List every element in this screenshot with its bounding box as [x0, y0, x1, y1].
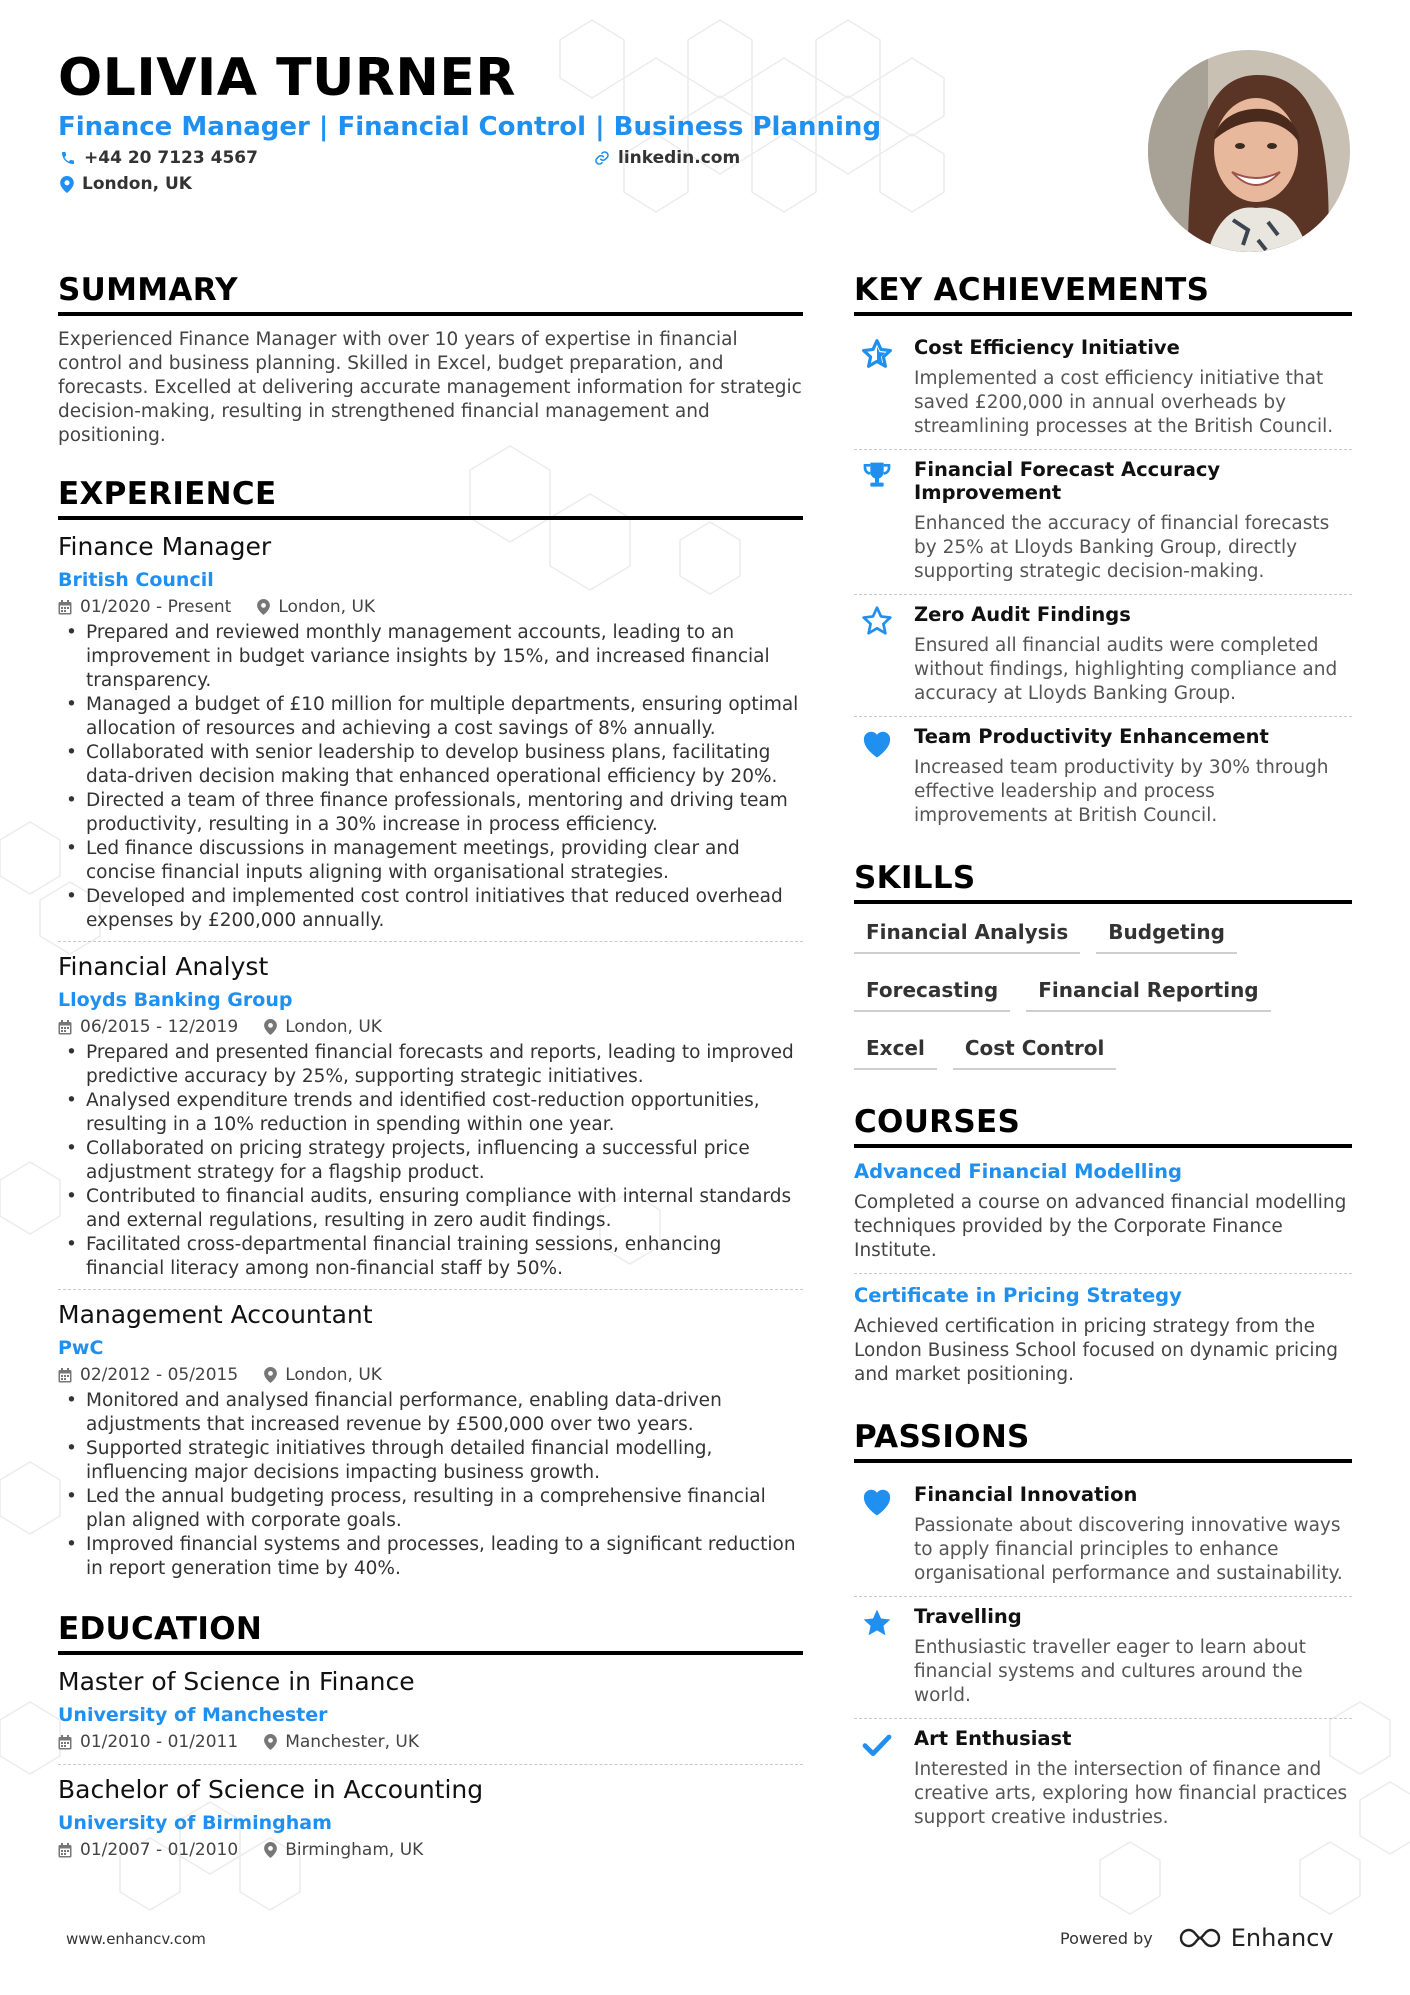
skill-tag: Excel — [854, 1032, 937, 1070]
education-dates: 01/2010 - 01/2011 — [80, 1732, 239, 1752]
passion-title: Financial Innovation — [914, 1483, 1138, 1506]
education-heading: EDUCATION — [58, 1611, 803, 1655]
star-solid-icon — [861, 1607, 893, 1639]
bullet-item: • Led finance discussions in management meetings, providing clear and concise financial inputs aligning with organisational strategies. — [58, 837, 803, 885]
passion-desc: Passionate about discovering innovative ways to apply financial principles to enhance organisational performance and sustainability. — [914, 1515, 1343, 1584]
company-name: British Council — [58, 569, 214, 591]
passions-section — [854, 1419, 1352, 1840]
passions-heading: PASSIONS — [854, 1419, 1352, 1463]
job-bullets — [58, 621, 803, 933]
courses-section — [854, 1104, 1352, 1397]
linkedin-contact[interactable] — [594, 148, 740, 168]
phone-icon — [60, 150, 76, 166]
education-dates: 01/2007 - 01/2010 — [80, 1840, 239, 1860]
candidate-name: OLIVIA TURNER — [58, 48, 516, 108]
job-meta — [58, 1017, 803, 1037]
school-name: University of Manchester — [58, 1704, 328, 1726]
enhancv-logo-icon — [1177, 1926, 1223, 1950]
company-name: Lloyds Banking Group — [58, 989, 293, 1011]
bullet-item: • Analysed expenditure trends and identified cost-reduction opportunities, resulting in a 10% reduction in spending within one year. — [58, 1089, 803, 1137]
passion-item — [854, 1718, 1352, 1840]
location-text: London, UK — [82, 174, 192, 194]
job-meta — [58, 1365, 803, 1385]
achievement-item — [854, 594, 1352, 716]
job-bullets — [58, 1041, 803, 1281]
summary-heading: SUMMARY — [58, 272, 803, 316]
achievement-desc: Increased team productivity by 30% through effective leadership and process improvements at British Council. — [914, 757, 1329, 826]
bullet-item: • Developed and implemented cost control initiatives that reduced overhead expenses by £200,000 annually. — [58, 885, 803, 933]
location-pin-icon — [264, 1842, 277, 1858]
location-pin-icon — [257, 599, 270, 615]
right-column — [854, 272, 1352, 1840]
heart-icon — [859, 1485, 895, 1517]
bullet-item: • Prepared and presented financial forecasts and reports, leading to improved predictive accuracy by 25%, supporting strategic initiatives. — [58, 1041, 803, 1089]
education-meta — [58, 1840, 803, 1860]
education-section — [58, 1611, 803, 1872]
course-title: Advanced Financial Modelling — [854, 1160, 1183, 1183]
bullet-item: • Contributed to financial audits, ensuring compliance with internal standards and external regulations, resulting in zero audit findings. — [58, 1185, 803, 1233]
location-pin-icon — [264, 1019, 277, 1035]
achievements-section — [854, 272, 1352, 838]
passion-item — [854, 1475, 1352, 1596]
brand-name: Enhancv — [1230, 1924, 1334, 1952]
bullet-item: • Led the annual budgeting process, resulting in a comprehensive financial plan aligned with corporate goals. — [58, 1485, 803, 1533]
bullet-item: • Monitored and analysed financial performance, enabling data-driven adjustments that increased revenue by £500,000 over two years. — [58, 1389, 803, 1437]
bullet-item: • Collaborated with senior leadership to develop business plans, facilitating data-driven decision making that enhanced operational efficiency by 20%. — [58, 741, 803, 789]
experience-heading: EXPERIENCE — [58, 476, 803, 520]
calendar-icon — [58, 1368, 72, 1383]
job-entry — [58, 941, 803, 1289]
star-outline-icon — [861, 605, 893, 637]
education-location: Birmingham, UK — [285, 1840, 424, 1860]
checkmark-icon — [861, 1729, 893, 1761]
summary-text: Experienced Finance Manager with over 10 years of expertise in financial control and business planning. Skilled in Excel, budget preparation, and forecasts. Excelled at delivering accurate management information for strategic decision-making, resulting in strengthened financial management and positioning. — [58, 329, 802, 446]
job-entry — [58, 1289, 803, 1589]
degree-title: Bachelor of Science in Accounting — [58, 1775, 484, 1804]
education-meta — [58, 1732, 803, 1752]
course-item — [854, 1160, 1352, 1273]
bullet-item: • Directed a team of three finance professionals, mentoring and driving team productivity, resulting in a 30% increase in process efficiency. — [58, 789, 803, 837]
achievement-item — [854, 449, 1352, 594]
location-pin-icon — [60, 176, 74, 193]
achievement-title: Team Productivity Enhancement — [914, 725, 1269, 748]
school-name: University of Birmingham — [58, 1812, 332, 1834]
footer-website[interactable]: www.enhancv.com — [66, 1930, 206, 1948]
linkedin-link: linkedin.com — [618, 148, 741, 168]
achievement-title: Financial Forecast Accuracy Improvement — [914, 458, 1221, 504]
profile-photo — [1148, 50, 1350, 252]
degree-title: Master of Science in Finance — [58, 1667, 415, 1696]
left-column — [58, 272, 803, 1872]
bullet-item: • Facilitated cross-departmental financial training sessions, enhancing financial literacy among non-financial staff by 50%. — [58, 1233, 803, 1281]
star-outline-icon — [861, 338, 893, 370]
achievement-item — [854, 328, 1352, 449]
bullet-item: • Improved financial systems and processes, leading to a significant reduction in report generation time by 40%. — [58, 1533, 803, 1581]
course-desc: Completed a course on advanced financial modelling techniques provided by the Corporate Finance Institute. — [854, 1192, 1347, 1261]
headline: Finance Manager | Financial Control | Business Planning — [58, 112, 882, 142]
skill-tag: Budgeting — [1096, 916, 1237, 954]
achievement-desc: Implemented a cost efficiency initiative that saved £200,000 in annual overheads by streamlining processes at the British Council. — [914, 368, 1334, 437]
calendar-icon — [58, 600, 72, 615]
courses-heading: COURSES — [854, 1104, 1352, 1148]
skill-tag: Forecasting — [854, 974, 1010, 1012]
footer-branding — [1060, 1924, 1334, 1952]
job-entry — [58, 532, 803, 941]
bullet-item: • Prepared and reviewed monthly management accounts, leading to an improvement in budget variance insights by 15%, and increased financial transparency. — [58, 621, 803, 693]
achievement-item — [854, 716, 1352, 838]
phone-number: +44 20 7123 4567 — [84, 148, 258, 168]
skills-list — [854, 916, 1352, 1070]
job-dates: 06/2015 - 12/2019 — [80, 1017, 239, 1037]
skill-tag: Financial Analysis — [854, 916, 1080, 954]
heart-icon — [859, 727, 895, 759]
skills-section — [854, 860, 1352, 1070]
location-pin-icon — [264, 1734, 277, 1750]
trophy-icon — [861, 460, 893, 492]
achievement-desc: Enhanced the accuracy of financial forecasts by 25% at Lloyds Banking Group, directly supporting strategic decision-making. — [914, 513, 1330, 582]
location-pin-icon — [264, 1367, 277, 1383]
calendar-icon — [58, 1843, 72, 1858]
course-title: Certificate in Pricing Strategy — [854, 1284, 1182, 1307]
education-entry — [58, 1667, 803, 1764]
passion-title: Art Enthusiast — [914, 1727, 1072, 1750]
phone-contact[interactable] — [60, 148, 258, 168]
job-location: London, UK — [285, 1017, 382, 1037]
experience-section — [58, 476, 803, 1589]
skill-tag: Cost Control — [953, 1032, 1117, 1070]
calendar-icon — [58, 1020, 72, 1035]
job-title: Finance Manager — [58, 532, 272, 561]
passion-desc: Interested in the intersection of finance and creative arts, exploring how financial practices support creative industries. — [914, 1759, 1348, 1828]
skill-tag: Financial Reporting — [1026, 974, 1270, 1012]
job-dates: 02/2012 - 05/2015 — [80, 1365, 239, 1385]
job-dates: 01/2020 - Present — [80, 597, 232, 617]
job-meta — [58, 597, 803, 617]
job-location: London, UK — [278, 597, 376, 617]
course-desc: Achieved certification in pricing strategy from the London Business School focused on dynamic pricing and market positioning. — [854, 1316, 1338, 1385]
bullet-item: • Managed a budget of £10 million for multiple departments, ensuring optimal allocation of resources and achieving a cost savings of 8% annually. — [58, 693, 803, 741]
achievement-desc: Ensured all financial audits were completed without findings, highlighting compliance and accuracy at Lloyds Banking Group. — [914, 635, 1338, 704]
company-name: PwC — [58, 1337, 104, 1359]
job-bullets — [58, 1389, 803, 1581]
link-icon — [594, 150, 610, 166]
education-entry — [58, 1764, 803, 1872]
skills-heading: SKILLS — [854, 860, 1352, 904]
powered-by-label: Powered by — [1060, 1928, 1153, 1948]
job-title: Management Accountant — [58, 1300, 373, 1329]
achievement-title: Cost Efficiency Initiative — [914, 336, 1180, 359]
job-location: London, UK — [285, 1365, 382, 1385]
brand-logo[interactable] — [1177, 1924, 1334, 1952]
achievement-title: Zero Audit Findings — [914, 603, 1131, 626]
location-contact — [60, 174, 192, 194]
achievements-heading: KEY ACHIEVEMENTS — [854, 272, 1352, 316]
course-item — [854, 1273, 1352, 1397]
bullet-item: • Supported strategic initiatives through detailed financial modelling, influencing major decisions impacting business growth. — [58, 1437, 803, 1485]
bullet-item: • Collaborated on pricing strategy projects, influencing a successful price adjustment strategy for a flagship product. — [58, 1137, 803, 1185]
summary-section — [58, 272, 803, 448]
passion-title: Travelling — [914, 1605, 1022, 1628]
education-location: Manchester, UK — [285, 1732, 420, 1752]
job-title: Financial Analyst — [58, 952, 269, 981]
passion-item — [854, 1596, 1352, 1718]
calendar-icon — [58, 1735, 72, 1750]
passion-desc: Enthusiastic traveller eager to learn about financial systems and cultures around the world. — [914, 1637, 1306, 1706]
